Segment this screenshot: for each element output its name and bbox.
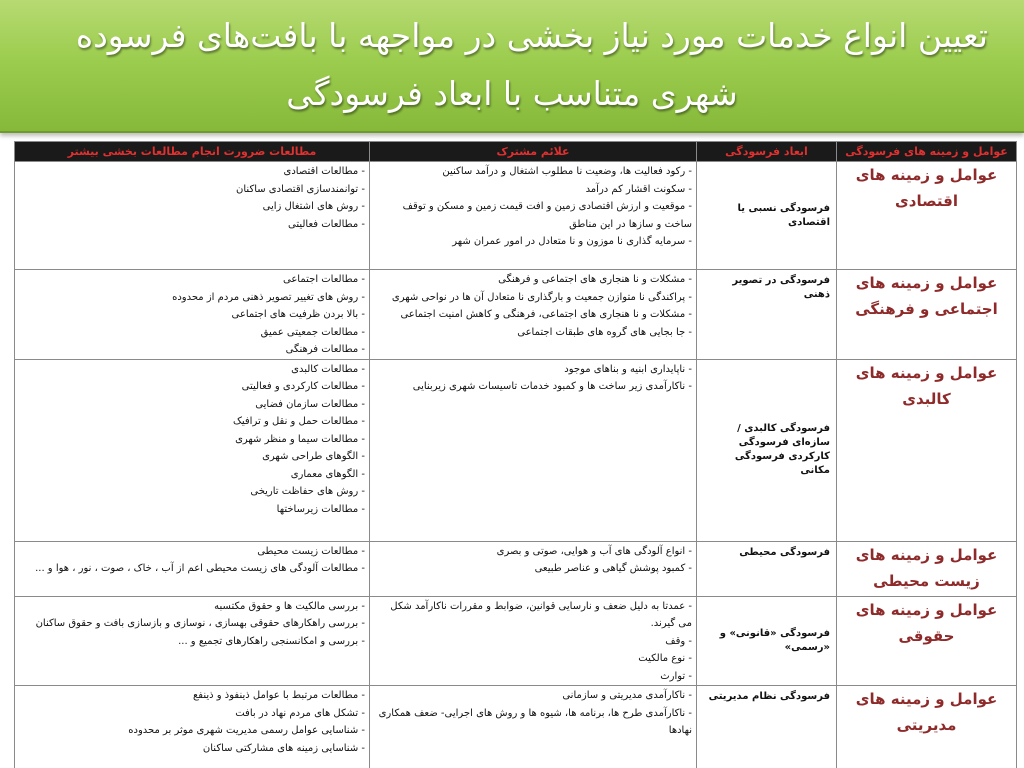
study-item: - روش های تغییر تصویر ذهنی مردم از محدوده [172,291,365,303]
dimension-item: فرسودگی محیطی [739,546,830,558]
header-factors: عوامل و زمینه های فرسودگی [837,142,1017,162]
slide-title-line-2: شهری متناسب با ابعاد فرسودگی [286,74,738,113]
sign-item: - وقف [665,635,692,647]
sign-item: - مشکلات و نا هنجاری های اجتماعی و فرهنگی [498,274,692,285]
header-studies: مطالعات ضرورت انجام مطالعات بخشی بیشتر [15,142,370,162]
sign-item: - ناکارآمدی زیر ساخت ها و کمبود خدمات تاسیسات شهری زیربنایی [412,381,692,392]
studies-cell [15,270,370,360]
signs-cell [370,596,697,686]
dimension-cell [697,162,837,270]
factor-cell: عوامل و زمینه های حقوقی [837,596,1017,686]
factor-cell: عوامل و زمینه های اقتصادی [837,162,1017,270]
study-item: - مطالعات جمعیتی عمیق [260,326,365,338]
study-item: - مطالعات آلودگی های زیست محیطی اعم از آب ، خاک ، صوت ، نور ، هوا و ... [35,563,365,574]
study-item: - شناسایی عوامل رسمی مدیریت شهری موثر بر محدوده [128,725,365,736]
dimension-cell [697,596,837,686]
study-item: - الگوهای طراحی شهری [262,451,365,462]
study-item: - توانمندسازی اقتصادی ساکنان [236,183,365,195]
sign-item: - مشکلات و نا هنجاری های اجتماعی، فرهنگی و کاهش امنیت اجتماعی [400,309,692,320]
studies-cell [15,541,370,596]
study-item: - مطالعات حمل و نقل و ترافیک [232,416,365,427]
sign-item: - موقعیت و ارزش اقتصادی زمین و افت قیمت زمین و مسکن و توقف ساخت و سازها در این مناطق [402,201,692,230]
study-item: - مطالعات اجتماعی [282,274,365,285]
dimension-cell [697,686,837,768]
sign-item: - سکونت اقشار کم درآمد [585,183,692,195]
study-item: - مطالعات فرهنگی [285,344,365,355]
sign-item: - جا بجایی های گروه های طبقات اجتماعی [517,326,692,338]
studies-cell [15,686,370,768]
study-item: - مطالعات سازمان فضایی [255,398,365,410]
study-item: - روش های اشتغال زایی [262,201,365,212]
table-row [15,596,1017,686]
signs-cell [370,686,697,768]
sign-item: - ناپایداری ابنیه و بناهای موجود [564,363,692,375]
deterioration-table [14,141,1017,768]
header-signs: علائم مشترک [370,142,697,162]
studies-cell [15,596,370,686]
dimension-cell [697,359,837,541]
dimension-cell [697,270,837,360]
signs-cell [370,359,697,541]
study-item: - بررسی و امکانسنجی راهکارهای تجمیع و ... [178,635,365,647]
title-banner [0,0,1024,133]
sign-item: - رکود فعالیت ها، وضعیت نا مطلوب اشتغال و درآمد ساکنین [442,166,692,177]
factor-cell: عوامل و زمینه های اجتماعی و فرهنگی [837,270,1017,360]
sign-item: - نوع مالکیت [638,653,692,664]
sign-item: - توارث [660,670,692,682]
study-item: - شناسایی زمینه های مشارکتی ساکنان [202,742,365,754]
dimension-item: فرسودگی مکانی [734,451,830,476]
study-item: - مطالعات زیرساختها [276,503,365,515]
study-item: - مطالعات زیست محیطی [257,545,365,557]
studies-cell [15,359,370,541]
sign-item: - ناکارآمدی طرح ها، برنامه ها، شیوه ها و روش های اجرایی- ضعف همکاری نهادها [378,707,692,736]
study-item: - بالا بردن ظرفیت های اجتماعی [231,309,365,320]
factor-cell: عوامل و زمینه های کالبدی [837,359,1017,541]
table-row [15,359,1017,541]
dimension-item: فرسودگی نسبی یا اقتصادی [737,202,830,228]
study-item: - بررسی راهکارهای حقوقی بهسازی ، نوسازی و بازسازی بافت و حقوق ساکنان [35,618,365,629]
signs-cell [370,270,697,360]
sign-item: - کمبود پوشش گیاهی و عناصر طبیعی [534,563,692,574]
study-item: - تشکل های مردم نهاد در بافت [235,707,365,719]
dimension-item: فرسودگی کالبدی / سازه‌ای [737,423,830,448]
dimension-item: فرسودگی نظام مدیریتی [708,691,830,702]
table-row [15,270,1017,360]
study-item: - مطالعات فعالیتی [288,218,365,230]
study-item: - مطالعات کالبدی [291,363,365,375]
table-row [15,162,1017,270]
factor-cell: عوامل و زمینه های زیست محیطی [837,541,1017,596]
dimension-cell [697,541,837,596]
sign-item: - عمدتا به دلیل ضعف و نارسایی قوانین، ضوابط و مقررات ناکارآمد شکل می گیرند. [390,600,692,629]
table-header-row [15,142,1017,162]
study-item: - مطالعات کارکردی و فعالیتی [241,381,365,392]
sign-item: - ناکارآمدی مدیریتی و سازمانی [562,690,692,701]
dimension-item: فرسودگی در تصویر ذهنی [732,275,830,300]
dimension-item: فرسودگی کارکردی [738,437,830,462]
sign-item: - پراکندگی نا متوازن جمعیت و بارگذاری نا متعادل آن ها در نواحی شهری [391,291,692,303]
sign-item: - انواع آلودگی های آب و هوایی، صوتی و بصری [496,545,692,557]
slide-title-line-1: تعیین انواع خدمات مورد نیاز بخشی در مواجهه با بافت‌های فرسوده [75,16,988,55]
signs-cell [370,541,697,596]
study-item: - بررسی مالکیت ها و حقوق مکتسبه [214,600,365,612]
study-item: - مطالعات مرتبط با عوامل ذینفوذ و ذینفع [192,690,365,701]
table-row [15,686,1017,768]
sign-item: - سرمایه گذاری نا موزون و نا متعادل در امور عمران شهر [452,236,692,247]
factor-cell: عوامل و زمینه های مدیریتی [837,686,1017,768]
header-dimensions: ابعاد فرسودگی [697,142,837,162]
study-item: - مطالعات سیما و منظر شهری [235,433,365,445]
study-item: - الگوهای معماری [290,468,365,480]
dimension-item: فرسودگی «قانونی» و «رسمی» [719,627,830,653]
studies-cell [15,162,370,270]
signs-cell [370,162,697,270]
study-item: - روش های حفاظت تاریخی [250,486,365,497]
table-row [15,541,1017,596]
study-item: - مطالعات اقتصادی [283,166,365,177]
